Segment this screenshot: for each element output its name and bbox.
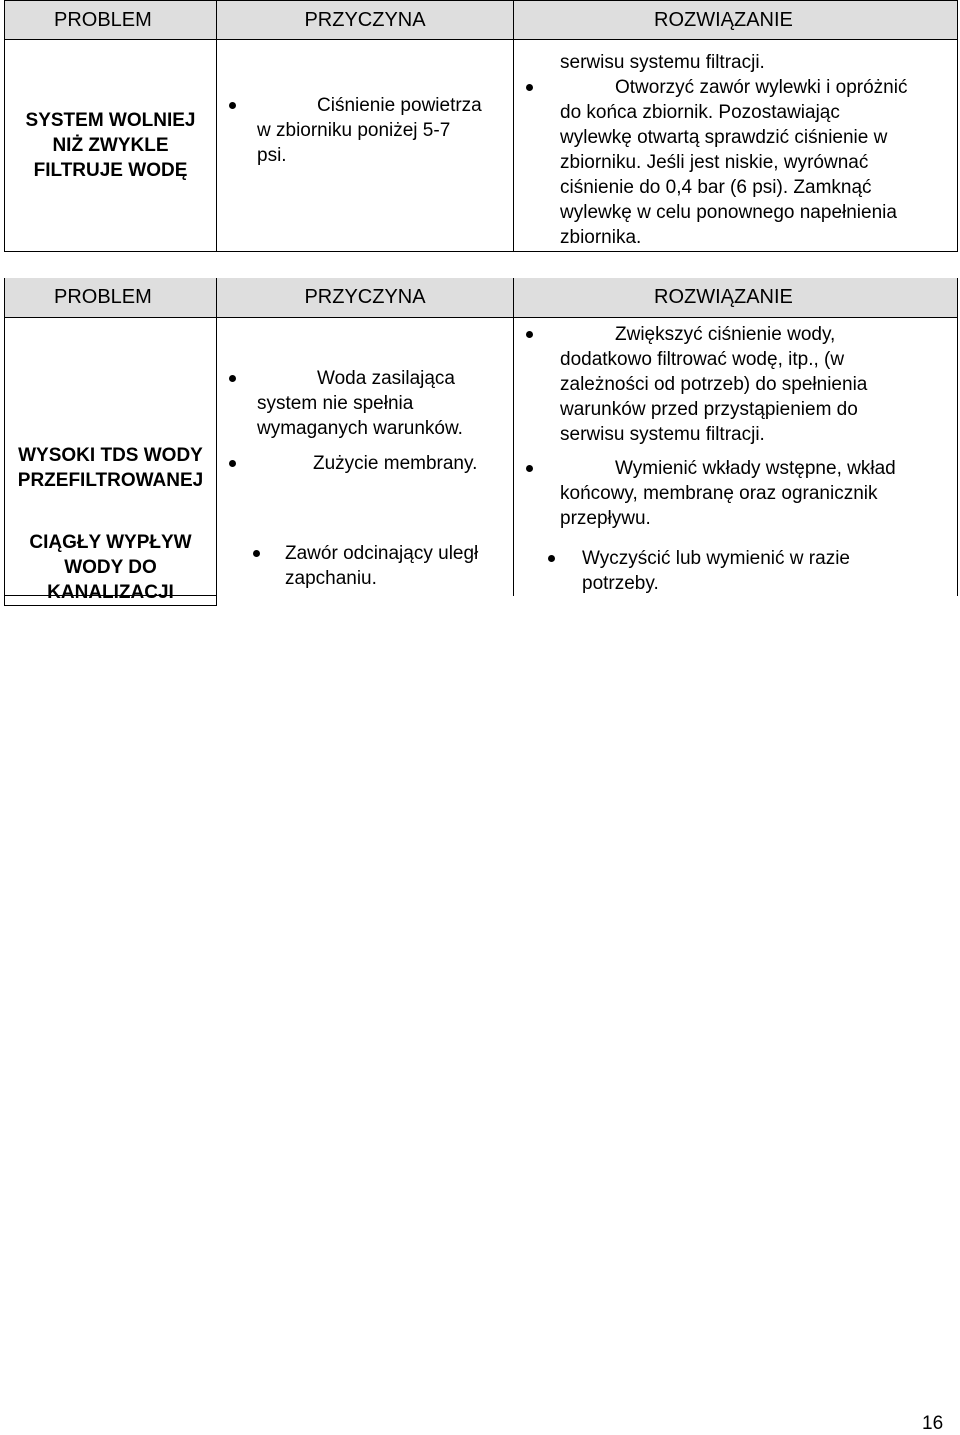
bullet-icon [526,331,533,338]
solution-line: Wymienić wkłady wstępne, wkład [615,457,896,479]
table-header-row [5,278,958,317]
header-solution: ROZWIĄZANIE [514,1,958,40]
problem-line: KANALIZACJI [47,582,174,603]
solution-cell [514,40,958,252]
bullet-icon [526,465,533,472]
solution-line: do końca zbiornik. Pozostawiając [560,102,840,123]
list-item [514,322,957,447]
list-item [514,546,957,596]
solution-continued-line: serwisu systemu filtracji. [560,52,765,73]
list-item [514,75,957,250]
header-cause: PRZYCZYNA [217,278,514,317]
cause-line: system nie spełnia [257,392,414,414]
problem-line: CIĄGŁY WYPŁYW [29,532,192,553]
solution-line: zależności od potrzeb) do spełnienia [560,373,868,395]
solution-line: wylewkę otwartą sprawdzić ciśnienie w [560,127,888,148]
cause-cell [217,40,514,252]
cause-line: Zużycie membrany. [313,452,478,474]
problem-cell [5,40,217,252]
solution-line: zbiorniku. Jeśli jest niskie, wyrównać [560,152,869,173]
list-item [217,330,513,441]
bullet-icon [526,84,533,91]
solution-line: warunków przed przystąpieniem do [560,398,858,420]
table-row [5,40,958,252]
solution-line: potrzeby. [582,572,659,594]
bullet-icon [229,102,236,109]
header-problem: PROBLEM [5,278,217,317]
list-item [217,451,513,476]
table-header-row [5,1,958,40]
solution-line: dodatkowo filtrować wodę, itp., (w [560,348,845,370]
cause-line: psi. [257,145,287,166]
problem-line: FILTRUJE WODĘ [33,160,188,181]
problem-line: WODY DO [64,557,157,578]
bullet-icon [548,555,555,562]
solution-cell [514,317,958,596]
solution-line: zbiornika. [560,227,642,248]
problem-line: SYSTEM WOLNIEJ [25,110,196,131]
header-problem: PROBLEM [5,1,217,40]
solution-line: Wyczyścić lub wymienić w razie [582,547,850,569]
troubleshooting-table-1 [4,0,958,252]
list-item [217,93,513,168]
page-number: 16 [922,1413,944,1434]
list-item [514,456,957,531]
problem-line: PRZEFILTROWANEJ [17,470,204,492]
solution-line: Otworzyć zawór wylewki i opróżnić [615,77,908,98]
cause-cell [217,541,514,591]
header-cause: PRZYCZYNA [217,1,514,40]
cause-line: zapchaniu. [285,568,377,589]
bullet-icon [229,460,236,467]
cause-line: Zawór odcinający uległ [285,543,479,564]
cause-line: w zbiorniku poniżej 5-7 [257,120,451,141]
bullet-icon [253,550,260,557]
solution-line: ciśnienie do 0,4 bar (6 psi). Zamknąć [560,177,872,198]
solution-line: serwisu systemu filtracji. [560,423,765,445]
cause-line: wymaganych warunków. [257,417,463,439]
solution-line: wylewkę w celu ponownego napełnienia [560,202,897,223]
cause-line: Woda zasilająca [317,367,456,389]
problem-line: NIŻ ZWYKLE [52,135,169,156]
solution-line: przepływu. [560,507,651,529]
header-solution: ROZWIĄZANIE [514,278,958,317]
problem-cell [4,522,217,606]
solution-line: końcowy, membranę oraz ogranicznik [560,482,878,504]
list-item [217,541,514,591]
problem-line: WYSOKI TDS WODY [18,445,203,467]
cause-line: Ciśnienie powietrza [317,95,482,116]
solution-line: Zwiększyć ciśnienie wody, [615,323,836,345]
bullet-icon [229,375,236,382]
